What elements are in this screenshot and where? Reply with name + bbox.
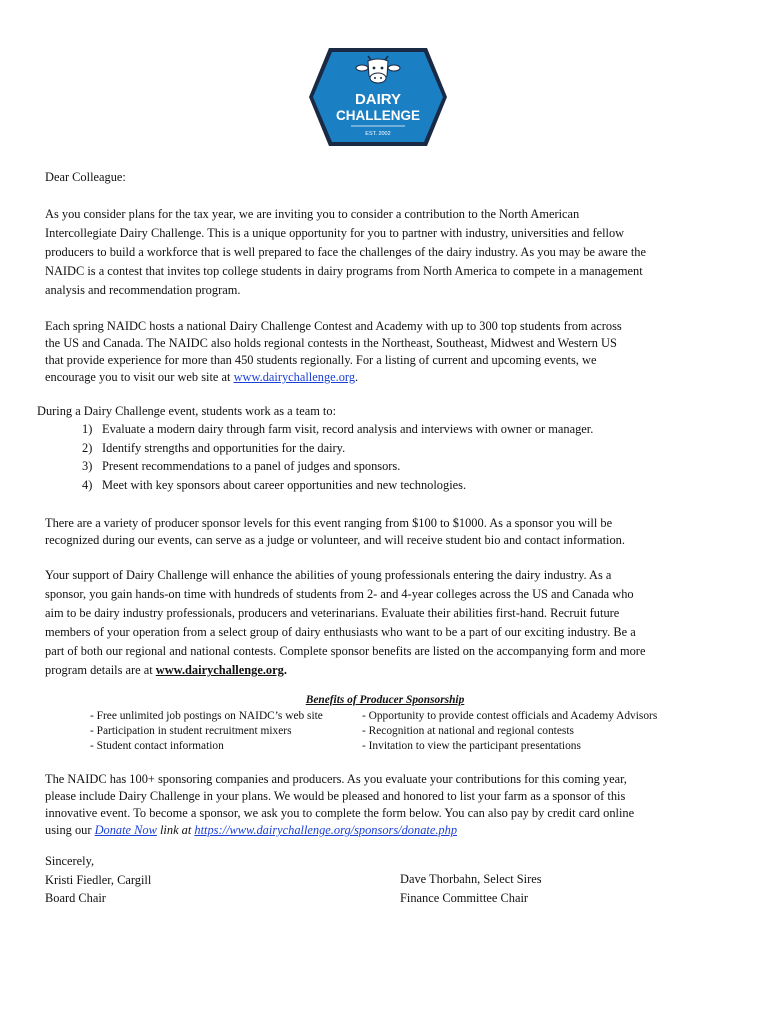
para5-line3: innovative event. To become a sponsor, we ask you to complete the form below. You can also pay by credit card online <box>45 806 635 820</box>
para2-line3: that provide experience for more than 450 students regionally. For a listing of current and upcoming events, we <box>45 353 597 367</box>
list-item <box>82 476 593 495</box>
para1-line3: producers to build a workforce that is well prepared to face the challenges of the dairy industry. As you may be aware the <box>45 245 646 259</box>
para4-line1: Your support of Dairy Challenge will enhance the abilities of young professionals entering the dairy industry. As a <box>45 568 612 582</box>
signer2-title: Finance Committee Chair <box>400 890 529 905</box>
closing: Sincerely, <box>45 854 95 868</box>
list-item <box>82 420 593 439</box>
logo-line1: DAIRY <box>354 91 402 108</box>
para5-line4 <box>45 821 457 840</box>
signer1-title: Board Chair <box>45 891 106 906</box>
list-item <box>82 439 593 458</box>
para1-line1: As you consider plans for the tax year, we are inviting you to consider a contribution to the North American <box>45 207 580 221</box>
donate-url-link[interactable]: https://www.dairychallenge.org/sponsors/donate.php <box>194 823 458 837</box>
signature-left <box>45 852 151 908</box>
list-number: 3) <box>82 459 93 474</box>
para2-line1: Each spring NAIDC hosts a national Dairy Challenge Contest and Academy with up to 300 top students from across <box>45 319 622 333</box>
list-number: 1) <box>82 422 93 436</box>
logo-est: EST. 2002 <box>365 131 391 137</box>
para2-line2: the US and Canada. The NAIDC also holds regional contests in the Northeast, Southeast, Midwest and Western US <box>45 336 617 350</box>
donate-now-link[interactable]: Donate Now <box>94 823 157 837</box>
para2-period: . <box>355 370 359 384</box>
list-item <box>82 457 593 476</box>
event-intro: During a Dairy Challenge event, students work as a team to: <box>37 404 337 418</box>
para5-line1: The NAIDC has 100+ sponsoring companies and producers. As you evaluate your contributions for this coming year, <box>45 772 627 786</box>
para4-text: program details are at <box>45 663 156 677</box>
list-number: 4) <box>82 477 93 492</box>
para3-line2: recognized during our events, can serve as a judge or volunteer, and will receive student bio and contact information. <box>45 533 625 547</box>
para4-period: . <box>283 663 287 677</box>
salutation: Dear Colleague: <box>45 170 126 184</box>
para5-line2: please include Dairy Challenge in your plans. We would be pleased and honored to list your farm as a sponsor of this <box>45 789 626 803</box>
list-text: Present recommendations to a panel of judges and sponsors. <box>102 459 401 474</box>
list-text: Meet with key sponsors about career opportunities and new technologies. <box>102 477 467 492</box>
para1-line2: Intercollegiate Dairy Challenge. This is a unique opportunity for you to partner with industry, universities and fellow <box>45 226 625 240</box>
benefits-heading: Benefits of Producer Sponsorship <box>305 694 465 706</box>
para4-line6 <box>45 661 287 680</box>
benefit-left-1: - Free unlimited job postings on NAIDC’s web site <box>90 710 323 722</box>
para4-line4: members of your operation from a select group of dairy enthusiasts who want to be a part of our exciting industry. Be a <box>45 625 636 639</box>
benefit-left-3: - Student contact information <box>90 740 224 752</box>
benefit-left-2: - Participation in student recruitment mixers <box>90 725 292 737</box>
para1-line5: analysis and recommendation program. <box>45 283 241 297</box>
logo-line2: CHALLENGE <box>336 108 420 123</box>
para3-line1: There are a variety of producer sponsor levels for this event ranging from $100 to $1000. As a sponsor you will be <box>45 516 613 530</box>
benefit-right-1: - Opportunity to provide contest officials and Academy Advisors <box>362 710 658 722</box>
dairy-challenge-logo <box>307 46 449 148</box>
steps-list <box>82 420 593 494</box>
signer2-name: Dave Thorbahn, Select Sires <box>400 872 542 886</box>
signer1-name: Kristi Fiedler, Cargill <box>45 872 152 887</box>
para4-line3: aim to be dairy industry professionals, producers and veterinarians. Evaluate their abilities first-hand. Recruit future <box>45 606 620 620</box>
list-text: Identify strengths and opportunities for the dairy. <box>102 440 346 455</box>
benefit-right-3: - Invitation to view the participant presentations <box>362 740 581 752</box>
signature-right <box>400 870 542 907</box>
website-link[interactable]: www.dairychallenge.org <box>233 370 356 384</box>
para5-text: using our <box>45 823 95 837</box>
para4-line2: sponsor, you gain hands-on time with hundreds of students from 2- and 4-year colleges across the US and Canada who <box>45 587 634 601</box>
para4-line5: part of both our regional and national contests. Complete sponsor benefits are listed on the accompanying form and more <box>45 644 646 658</box>
benefit-right-2: - Recognition at national and regional contests <box>362 725 574 737</box>
list-text: Evaluate a modern dairy through farm visit, record analysis and interviews with owner or manager. <box>102 422 594 436</box>
para5-link-at: link at <box>156 823 195 837</box>
para2-line4 <box>45 368 358 387</box>
website-link-bold[interactable]: www.dairychallenge.org <box>155 663 284 677</box>
list-number: 2) <box>82 440 93 455</box>
para1-line4: NAIDC is a contest that invites top college students in dairy programs from North America to compete in a management <box>45 264 643 278</box>
para2-text: encourage you to visit our web site at <box>45 370 234 384</box>
